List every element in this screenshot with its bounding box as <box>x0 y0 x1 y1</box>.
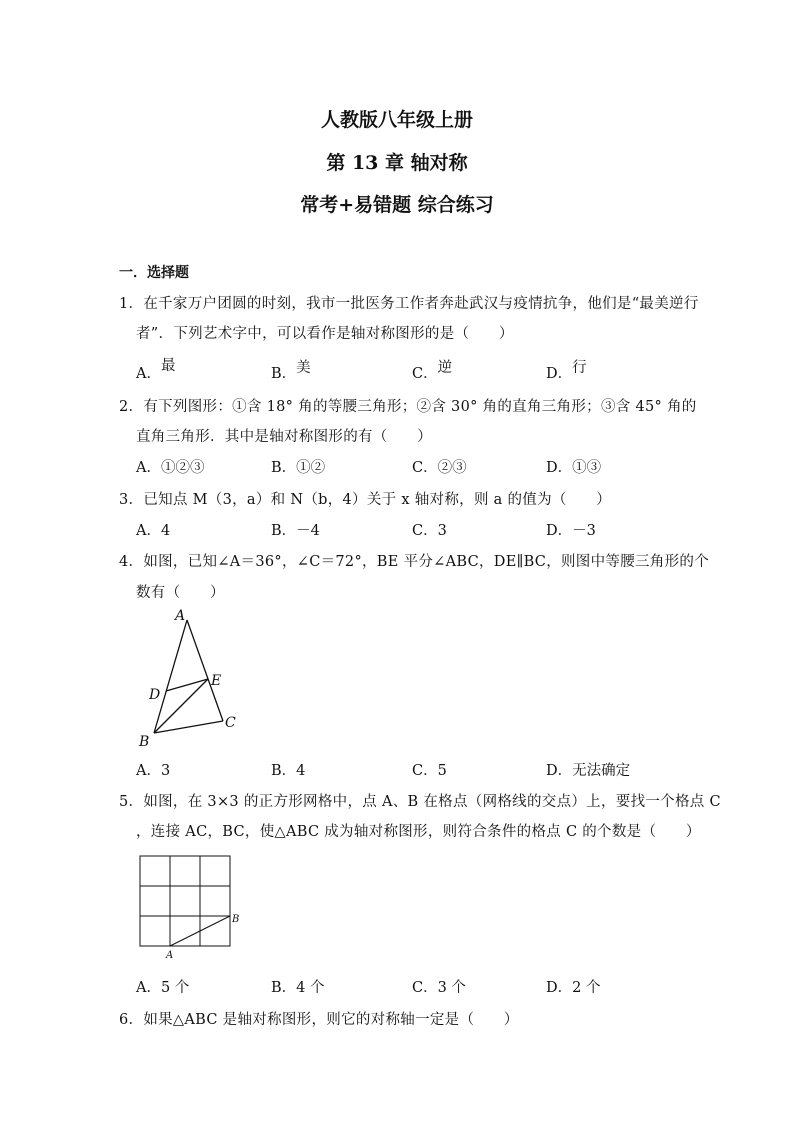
q1-text-line2: 者”．下列艺术字中，可以看作是轴对称图形的是（ ） <box>136 326 514 342</box>
q2-option-b: B．①② <box>271 460 326 476</box>
q3-option-b: B．－4 <box>271 523 320 539</box>
q5-option-c: C．3 个 <box>412 980 466 996</box>
q1-option-b <box>271 362 311 383</box>
option-label: D． <box>546 366 573 382</box>
q3-text-line1: 3．已知点 M（3，a）和 N（b，4）关于 x 轴对称，则 a 的值为（ ） <box>119 492 612 508</box>
q2-option-d: D．①③ <box>546 460 602 476</box>
q3-option-a: A．4 <box>136 523 171 539</box>
q3-option-d: D．－3 <box>546 523 596 539</box>
label-a: A <box>175 608 186 624</box>
q1-text-line1: 1．在千家万户团圆的时刻，我市一批医务工作者奔赴武汉与疫情抗争，他们是“最美逆行 <box>119 296 699 312</box>
grid-lines <box>140 856 230 946</box>
label-b: B <box>139 734 150 750</box>
q4-option-d: D．无法确定 <box>546 763 631 779</box>
q5-option-d: D．2 个 <box>546 980 601 996</box>
label-c: C <box>225 715 236 731</box>
q5-text-line2: ，连接 AC，BC，使△ABC 成为轴对称图形，则符合条件的格点 C 的个数是（ ） <box>136 824 701 840</box>
label-d: D <box>149 687 161 703</box>
q1-option-d <box>546 362 587 383</box>
exercise-title: 常考+易错题 综合练习 <box>300 194 494 216</box>
label-b: B <box>232 914 240 925</box>
side-ac <box>187 620 223 721</box>
option-art-char: 最 <box>160 358 176 374</box>
option-art-char: 美 <box>296 360 311 376</box>
option-label: A． <box>136 366 161 382</box>
doc-title: 人教版八年级上册 <box>320 109 473 131</box>
q2-text-line2: 直角三角形．其中是轴对称图形的有（ ） <box>136 429 432 445</box>
q6-text-line1: 6．如果△ABC 是轴对称图形，则它的对称轴一定是（ ） <box>119 1012 519 1028</box>
option-art-char: 逆 <box>437 360 453 376</box>
q5-option-a: A．5 个 <box>136 980 190 996</box>
option-label: C． <box>412 366 438 382</box>
q2-option-a: A．①②③ <box>136 460 205 476</box>
option-art-char: 行 <box>572 360 587 376</box>
q2-text-line1: 2．有下列图形：①含 18° 角的等腰三角形；②含 30° 角的直角三角形；③含 45° 角的 <box>119 399 697 415</box>
q5-text-line1: 5．如图，在 3×3 的正方形网格中，点 A、B 在格点（网格线的交点）上，要找一个格点 C <box>119 794 721 810</box>
q3-option-c: C．3 <box>412 523 447 539</box>
chapter-title: 第 13 章 轴对称 <box>326 152 468 174</box>
q2-option-c: C．②③ <box>412 460 467 476</box>
q4-text-line2: 数有（ ） <box>136 585 225 601</box>
q4-option-b: B．4 <box>271 763 306 779</box>
section-heading: 一．选择题 <box>119 265 189 281</box>
label-e: E <box>211 673 222 689</box>
q4-option-a: A．3 <box>136 763 171 779</box>
q1-option-c <box>412 362 452 383</box>
q5-grid-figure <box>132 850 252 965</box>
q4-text-line1: 4．如图，已知∠A＝36°，∠C＝72°，BE 平分∠ABC，DE∥BC，则图中等腰三角形的个 <box>119 554 710 570</box>
q5-option-b: B．4 个 <box>271 980 325 996</box>
q1-option-a <box>136 358 176 383</box>
q4-triangle-figure <box>130 605 250 750</box>
label-a: A <box>166 950 174 961</box>
grid-border <box>140 856 230 946</box>
option-label: B． <box>271 366 297 382</box>
q4-option-c: C．5 <box>412 763 447 779</box>
